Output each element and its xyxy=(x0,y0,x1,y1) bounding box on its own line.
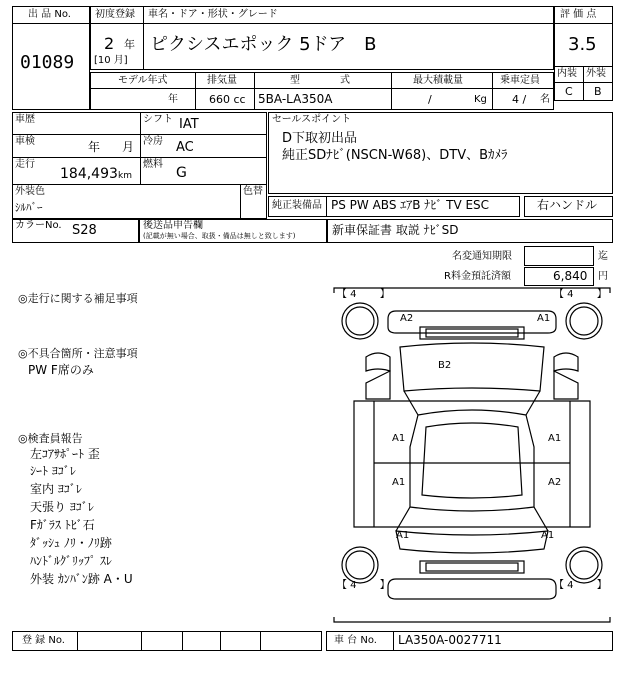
color-no-value: S28 xyxy=(72,223,97,238)
history-label: 車歴 xyxy=(15,114,35,125)
inspection-month-unit: 月 xyxy=(122,140,135,154)
steering-value: 右ハンドル xyxy=(537,198,598,212)
lot-number: 01089 xyxy=(20,52,75,73)
vehicle-label: 車名・ドア・形状・グレード xyxy=(148,9,278,20)
name-change-unit: 迄 xyxy=(598,251,608,262)
inspection-year-unit: 年 xyxy=(88,140,101,154)
displacement-value: 660 cc xyxy=(209,93,246,106)
model-year-unit: 年 xyxy=(168,94,178,105)
driving-notes-title: ◎走行に関する補足事項 xyxy=(18,292,138,305)
exterior-grade: B xyxy=(594,85,602,98)
damage-mark: A1 xyxy=(392,477,406,488)
capacity-label: 乗車定員 xyxy=(500,75,540,86)
mileage-value: 184,493 xyxy=(60,166,118,182)
reg-no-label: 登 録 No. xyxy=(22,635,65,646)
post-report-label: 後送品申告欄 xyxy=(143,220,203,231)
max-load-unit: Kg xyxy=(474,94,487,105)
inspector-line: ﾊﾝﾄﾞﾙｸﾞﾘｯﾌﾟ ｽﾚ xyxy=(30,554,112,568)
ext-color-value: ｼﾙﾊﾞｰ xyxy=(15,201,43,214)
inspector-line: 天張り ﾖｺﾞﾚ xyxy=(30,500,94,514)
inspector-line: Fｶﾞﾗｽ ﾄﾋﾞ石 xyxy=(30,518,95,532)
vehicle-name: ピクシスエポック 5ドア B xyxy=(150,34,377,55)
tire-front-right: 【 4 】 xyxy=(554,289,607,300)
damage-mark: A2 xyxy=(548,477,562,488)
max-load-slash: / xyxy=(428,93,432,106)
inspector-title: ◎検査員報告 xyxy=(18,432,83,445)
recycle-label: R料金預託済額 xyxy=(444,271,511,282)
displacement-label: 排気量 xyxy=(207,75,237,86)
inspector-line: ﾀﾞｯｼｭ ﾉﾘ・ﾉﾘ跡 xyxy=(30,536,112,550)
shift-label: シフト xyxy=(143,114,173,125)
car-condition-diagram xyxy=(330,287,614,623)
damage-mark: B2 xyxy=(438,360,452,371)
ac-value: AC xyxy=(176,140,194,155)
equipment-label: 純正装備品 xyxy=(272,200,322,211)
inspector-line: ｼｰﾄ ﾖｺﾞﾚ xyxy=(30,464,76,478)
year-unit: 年 xyxy=(124,38,135,51)
sales-point-line: 純正SDﾅﾋﾞ(NSCN-W68)、DTV、Bｶﾒﾗ xyxy=(282,148,508,163)
first-reg-label: 初度登録 xyxy=(95,9,135,20)
type-label: 型 式 xyxy=(290,75,350,86)
recycle-amount: 6,840 xyxy=(553,269,588,283)
damage-mark: A1 xyxy=(392,433,406,444)
capacity-unit: 名 xyxy=(540,94,550,105)
name-change-box xyxy=(524,246,594,266)
damage-mark: A1 xyxy=(548,433,562,444)
model-year-label: モデル年式 xyxy=(118,75,168,86)
type-value: 5BA-LA350A xyxy=(258,92,333,106)
damage-mark: A1 xyxy=(396,530,410,541)
color-no-label: カラーNo. xyxy=(15,220,62,231)
max-load-label: 最大積載量 xyxy=(413,75,463,86)
equipment-items: PS PW ABS ｴｱB ﾅﾋﾞ TV ESC xyxy=(331,198,490,212)
ac-label: 冷房 xyxy=(143,136,163,147)
score-value: 3.5 xyxy=(568,34,597,55)
sales-point-line: D下取初出品 xyxy=(282,131,358,146)
fuel-label: 燃料 xyxy=(143,159,163,170)
chassis-label: 車 台 No. xyxy=(334,635,377,646)
inspector-line: 左ｺｱｻﾎﾟｰﾄ 歪 xyxy=(30,447,100,461)
exterior-label: 外装 xyxy=(586,68,606,79)
first-reg-year: 2 xyxy=(104,34,115,53)
first-reg-month: [10 月] xyxy=(94,55,128,66)
name-change-label: 名変通知期限 xyxy=(452,251,512,262)
interior-grade: C xyxy=(565,85,573,98)
mileage-unit: km xyxy=(118,171,132,181)
lot-label: 出 品 No. xyxy=(28,9,71,20)
sales-points-label: セールスポイント xyxy=(272,114,352,125)
tire-front-left: 【 4 】 xyxy=(337,289,390,300)
mileage-label: 走行 xyxy=(15,159,35,170)
inspector-line: 外装 ｶﾝﾊﾞﾝ跡 A・U xyxy=(30,572,133,586)
shift-value: IAT xyxy=(179,117,199,132)
defects-title: ◎不具合箇所・注意事項 xyxy=(18,347,138,360)
damage-mark: A1 xyxy=(541,530,555,541)
damage-mark: A1 xyxy=(537,313,551,324)
recycle-unit: 円 xyxy=(598,271,608,282)
capacity-value: 4 / xyxy=(512,93,527,106)
fuel-value: G xyxy=(176,165,187,181)
inspection-label: 車検 xyxy=(15,136,35,147)
tire-rear-left: 【 4 】 xyxy=(337,580,390,591)
defects-line: PW F席のみ xyxy=(28,363,94,377)
chassis-value: LA350A-0027711 xyxy=(398,633,502,647)
score-label: 評 価 点 xyxy=(560,9,597,20)
damage-mark: A2 xyxy=(400,313,414,324)
tire-rear-right: 【 4 】 xyxy=(554,580,607,591)
color-change-label: 色替 xyxy=(243,186,263,197)
inspector-line: 室内 ﾖｺﾞﾚ xyxy=(30,482,82,496)
post-report-note: (記載が無い場合、取扱・備品は無しと致します) xyxy=(143,232,296,240)
docs-value: 新車保証書 取説 ﾅﾋﾞSD xyxy=(332,223,459,237)
interior-label: 内装 xyxy=(557,68,577,79)
ext-color-label: 外装色 xyxy=(15,186,45,197)
